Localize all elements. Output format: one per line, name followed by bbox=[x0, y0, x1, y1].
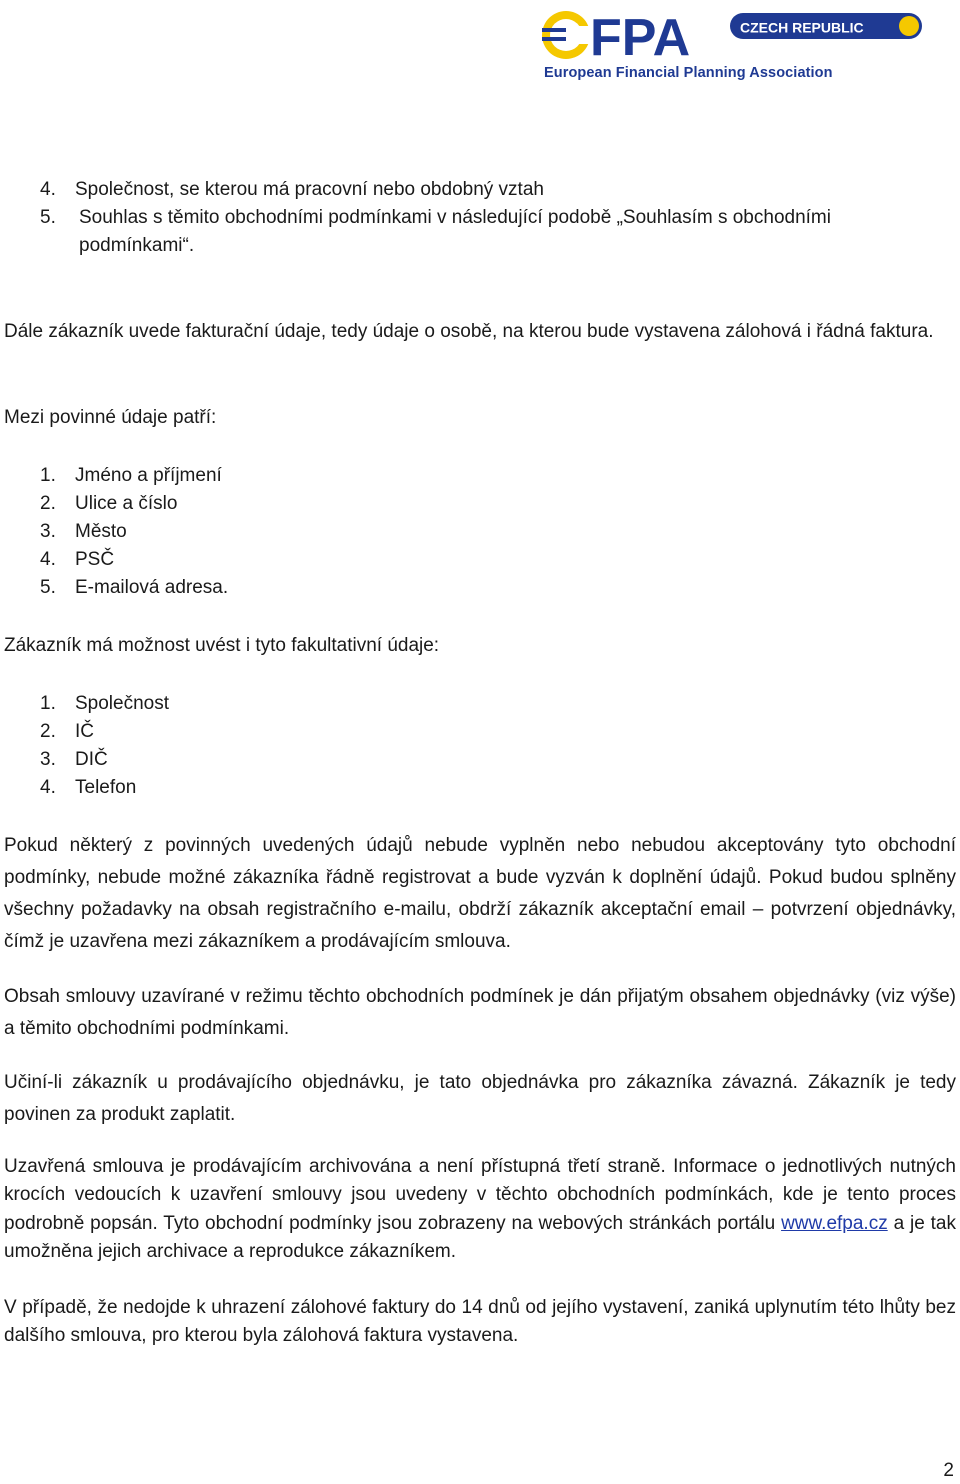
paragraph-missing-data: Pokud některý z povinných uvedených údajů nebude vyplněn nebo nebudou akceptovány tyto obchodní podmínky, nebude možné zákazníka řádně registrovat a bude vyzván k doplnění údajů. Pokud budou splněny všechny požadavky na obsah registračního e-mailu, obdrží zákazník akceptační email – potvrzení objednávky, čímž je uzavřena mezi zákazníkem a prodávajícím smlouva. bbox=[4, 835, 956, 952]
list-number: 4. bbox=[40, 549, 56, 570]
paragraph-binding-order: Učiní-li zákazník u prodávajícího objednávku, je tato objednávka pro zákazníka závazná. Zákazník je tedy povinen za produkt zaplatit. bbox=[4, 1072, 956, 1125]
list-text: PSČ bbox=[75, 549, 115, 570]
archive-text-before: Uzavřená smlouva je prodávajícím archivována a není přístupná třetí straně. Informace o jednotlivých nutných krocích vedoucích k uzavření smlouvy jsou uvedeny v těchto obchodních podmínkách, kde je tento proces podrobně popsán. Tyto obchodní podmínky jsou zobrazeny na webových stránkách portálu bbox=[4, 1156, 956, 1234]
logo-badge: CZECH REPUBLIC bbox=[740, 19, 864, 36]
list-number: 4. bbox=[40, 179, 56, 200]
list-number: 4. bbox=[40, 777, 56, 798]
list-number: 3. bbox=[40, 521, 56, 542]
list-number: 1. bbox=[40, 693, 56, 714]
list-item-continuation: podmínkami“. bbox=[79, 235, 195, 256]
list-number: 2. bbox=[40, 493, 56, 514]
list-number: 3. bbox=[40, 749, 56, 770]
list-text: E-mailová adresa. bbox=[75, 577, 229, 598]
list-number: 5. bbox=[40, 577, 56, 598]
efpa-logo-mark bbox=[540, 8, 930, 64]
list-text: Společnost bbox=[75, 693, 170, 714]
list-item bbox=[4, 772, 956, 804]
paragraph-invoice-expiry: V případě, že nedojde k uhrazení zálohové faktury do 14 dnů od jejího vystavení, zaniká uplynutím této lhůty bez dalšího smlouva, pro kterou byla zálohová faktura vystavena. bbox=[4, 1297, 956, 1347]
list-text: Město bbox=[75, 521, 127, 542]
efpa-website-link[interactable]: www.efpa.cz bbox=[781, 1212, 888, 1234]
required-heading: Mezi povinné údaje patří: bbox=[4, 407, 217, 428]
list-text: Jméno a příjmení bbox=[75, 465, 222, 486]
optional-heading: Zákazník má možnost uvést i tyto fakultativní údaje: bbox=[4, 635, 440, 656]
logo-letters: FPA bbox=[590, 9, 691, 64]
page-number: 2 bbox=[943, 1460, 954, 1481]
list-item bbox=[4, 572, 956, 604]
list-number: 2. bbox=[40, 721, 56, 742]
paragraph-billing: Dále zákazník uvede fakturační údaje, tedy údaje o osobě, na kterou bude vystavena zálohová i řádná faktura. bbox=[4, 321, 934, 342]
list-text: Ulice a číslo bbox=[75, 493, 178, 514]
list-text: Telefon bbox=[75, 777, 137, 798]
archive-text-after: a je tak umožněna jejich archivace a reprodukce zákazníkem. bbox=[4, 1212, 956, 1263]
list-text: Souhlas s těmito obchodními podmínkami v následující podobě „Souhlasím s obchodními bbox=[79, 207, 831, 228]
efpa-logo bbox=[540, 8, 930, 86]
list-text: DIČ bbox=[75, 749, 108, 770]
paragraph-contract-content: Obsah smlouvy uzavírané v režimu těchto obchodních podmínek je dán přijatým obsahem objednávky (viz výše) a těmito obchodními podmínkami. bbox=[4, 986, 956, 1039]
paragraph-archive bbox=[4, 1153, 956, 1267]
list-text: IČ bbox=[75, 721, 94, 742]
logo-tagline: European Financial Planning Association bbox=[544, 65, 833, 81]
list-number: 1. bbox=[40, 465, 56, 486]
list-number: 5. bbox=[40, 207, 56, 228]
list-text: Společnost, se kterou má pracovní nebo obdobný vztah bbox=[75, 179, 544, 200]
